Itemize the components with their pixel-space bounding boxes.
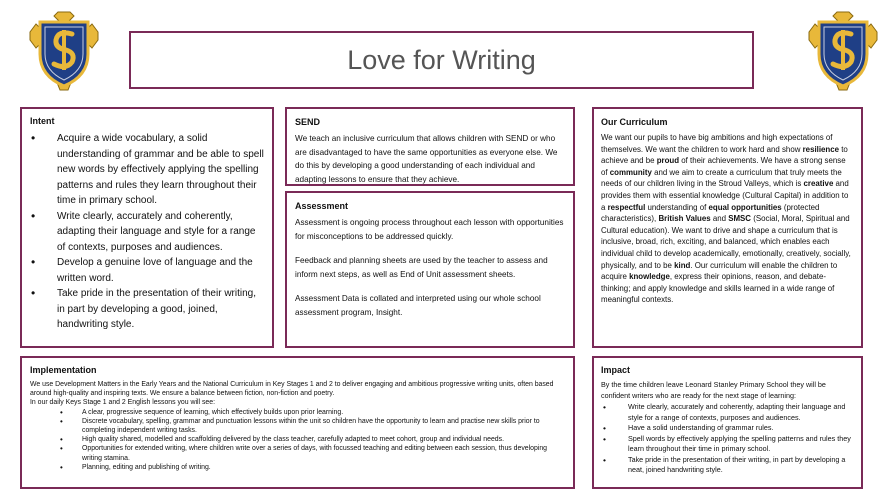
implementation-heading: Implementation bbox=[30, 365, 97, 375]
list-item: • Have a solid understanding of grammar rules. bbox=[601, 423, 854, 434]
keyword: proud bbox=[656, 156, 680, 166]
implementation-intro: We use Development Matters in the Early Years and the National Curriculum in Key Stages 1 and 2 to deliver engaging and ambitious progressive writing units, often based around high-quality and inspiring texts. We ensure a balance between fiction, non-fiction and poetry. bbox=[30, 381, 554, 398]
text-segment: We want our pupils to have big ambitions and high expectations of themselves. We want the children to work hard and show bbox=[601, 133, 833, 154]
keyword: British Values bbox=[658, 214, 711, 224]
list-item: • Write clearly, accurately and coherently, adapting their language and style for a range of contexts, purposes and audiences. bbox=[30, 209, 264, 256]
intent-heading: Intent bbox=[30, 116, 55, 126]
list-item: • A clear, progressive sequence of learning, which effectively builds upon prior learning. bbox=[60, 408, 565, 417]
send-heading: SEND bbox=[295, 117, 321, 127]
school-crest-icon bbox=[26, 10, 102, 94]
keyword: equal opportunities bbox=[708, 202, 782, 212]
keyword: kind bbox=[674, 260, 691, 270]
list-item: • Acquire a wide vocabulary, a solid understanding of grammar and be able to spell new words by effectively applying the spelling patterns and rules they learn throughout their time in primary school. bbox=[30, 131, 264, 209]
list-item: • Planning, editing and publishing of writing. bbox=[60, 463, 565, 472]
assessment-paragraph: Assessment is ongoing process throughout each lesson with opportunities for misconceptions to be addressed quickly. bbox=[295, 218, 564, 241]
list-item: • Opportunities for extended writing, where children write over a series of days, with focussed teaching and editing between each session, thus developing writing stamina. bbox=[60, 444, 565, 462]
implementation-list bbox=[60, 408, 565, 472]
assessment-panel bbox=[285, 191, 575, 348]
list-item: • Write clearly, accurately and coherently, adapting their language and style for a range of contexts, purposes and audiences. bbox=[601, 402, 854, 423]
school-crest-icon bbox=[805, 10, 881, 94]
impact-intro: By the time children leave Leonard Stanley Primary School they will be confident writers who are ready for the next stage of learning: bbox=[601, 380, 826, 400]
text-segment: and provides them with essential knowledge (Cultural Capital) in addition to a bbox=[601, 179, 849, 212]
implementation-intro: In our daily Keys Stage 1 and 2 English lessons you will see: bbox=[30, 399, 216, 407]
text-segment: (Social, Moral, Spiritual and Cultural education). We want to drive and shape a curriculum that is inclusive, broad, rich, exciting, and balanced, which enables each individual child to develop academically, emotionally, creatively, socially, physically, and to be bbox=[601, 214, 851, 270]
list-item: • Develop a genuine love of language and the written word. bbox=[30, 255, 264, 286]
intent-list bbox=[30, 131, 264, 333]
list-item: • Take pride in the presentation of their writing, in part by developing a good, joined, handwriting style. bbox=[30, 286, 264, 333]
list-item: • Spell words by effectively applying the spelling patterns and rules they learn throughout their time in primary school. bbox=[601, 434, 854, 455]
curriculum-heading: Our Curriculum bbox=[601, 117, 668, 127]
impact-heading: Impact bbox=[601, 365, 631, 375]
intent-panel bbox=[20, 107, 274, 348]
curriculum-text bbox=[601, 132, 854, 306]
list-item: • Discrete vocabulary, spelling, grammar and punctuation lessons within the unit so children have the opportunity to learn and practise new skills prior to completing independent writing tasks. bbox=[60, 417, 565, 435]
implementation-panel bbox=[20, 356, 575, 489]
text-segment: of their achievements. We have a strong sense of bbox=[601, 156, 846, 177]
assessment-heading: Assessment bbox=[295, 201, 349, 211]
text-segment: and we aim to create a curriculum that truly meets the needs of our children living in the Stroud Valleys, which is bbox=[601, 167, 842, 189]
text-segment: . Our curriculum will enable the children to acquire bbox=[601, 260, 838, 282]
impact-panel bbox=[592, 356, 863, 489]
curriculum-panel bbox=[592, 107, 863, 348]
keyword: creative bbox=[803, 179, 834, 189]
impact-list bbox=[601, 402, 854, 476]
text-segment: understanding of bbox=[645, 202, 709, 212]
send-text: We teach an inclusive curriculum that allows children with SEND or who are disadvantaged to have the same opportunities as everyone else. We do this by developing a good understanding of each individual and adapting lessons to ensure that they achieve. bbox=[295, 134, 558, 184]
keyword: resilience bbox=[802, 144, 840, 154]
text-segment: to achieve and be bbox=[601, 144, 848, 166]
text-segment: , express their opinions, reason, and debate-thinking; and apply knowledge and skills learned in a wide range of meaningful contexts. bbox=[601, 272, 835, 305]
page-title: Love for Writing bbox=[347, 44, 536, 75]
text-segment: and bbox=[710, 214, 729, 224]
keyword: knowledge bbox=[629, 272, 670, 282]
text-segment: (protected characteristics), bbox=[601, 202, 820, 224]
send-panel bbox=[285, 107, 575, 186]
keyword: SMSC bbox=[728, 214, 752, 224]
list-item: • Take pride in the presentation of their writing, in part by developing a neat, joined handwriting style. bbox=[601, 455, 854, 476]
assessment-paragraph: Feedback and planning sheets are used by the teacher to assess and inform next steps, as well as End of Unit assessment sheets. bbox=[295, 256, 548, 279]
title-box bbox=[129, 31, 754, 89]
assessment-paragraph: Assessment Data is collated and interpreted using our whole school assessment program, Insight. bbox=[295, 294, 541, 317]
keyword: community bbox=[609, 167, 652, 177]
list-item: • High quality shared, modelled and scaffolding delivered by the class teacher, carefully adapted to meet cohort, group and individual needs. bbox=[60, 435, 565, 444]
keyword: respectful bbox=[607, 202, 646, 212]
